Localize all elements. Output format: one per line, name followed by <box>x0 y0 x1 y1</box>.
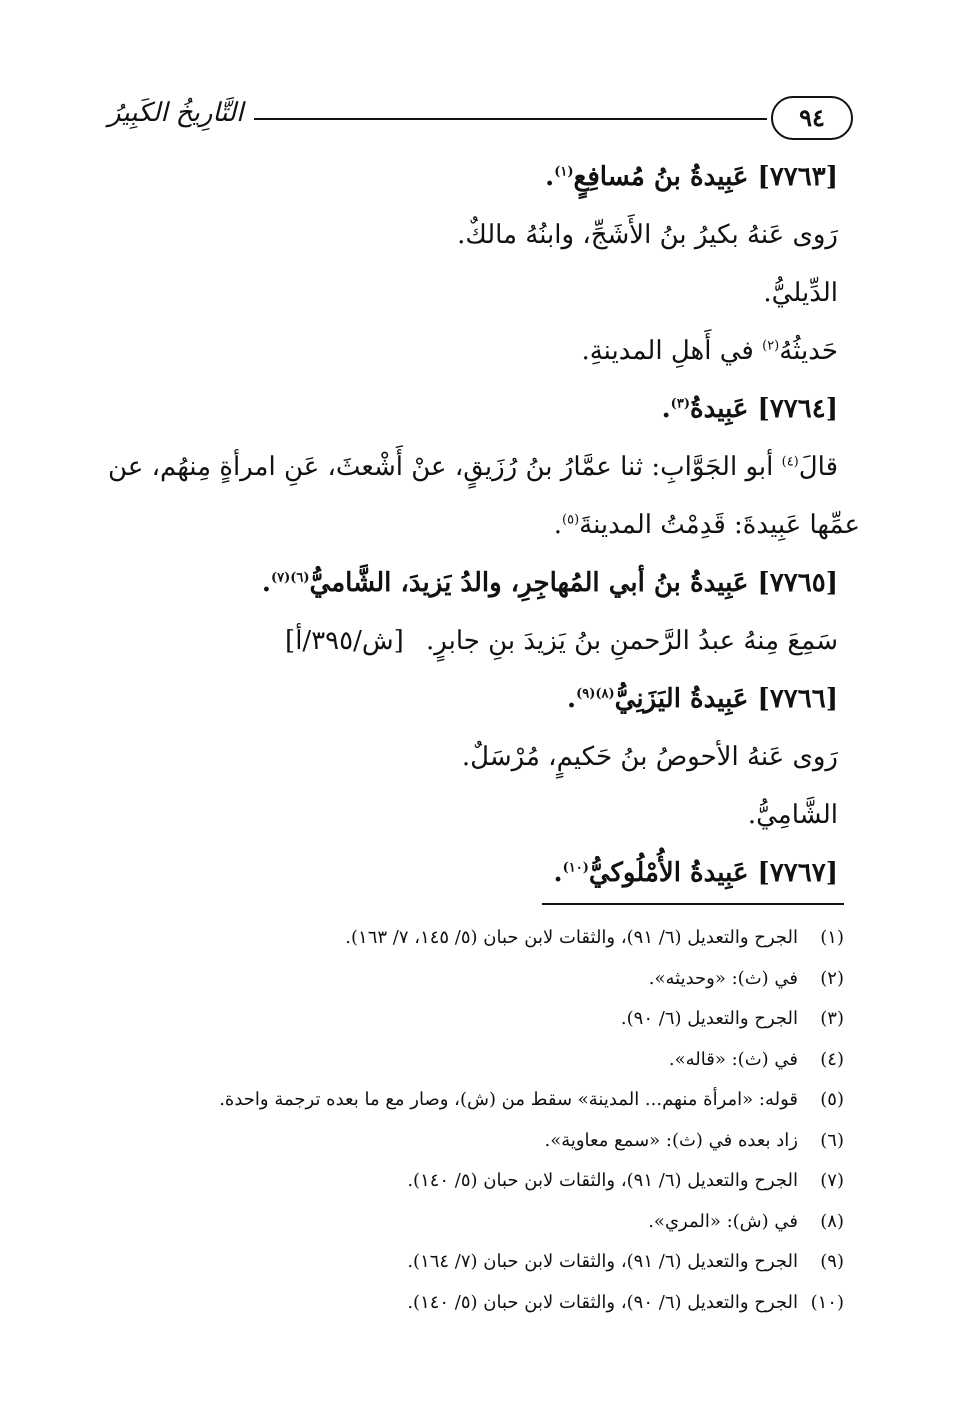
body-text: حَديثُهُ <box>779 336 838 366</box>
body-text: قالَ <box>798 452 838 482</box>
footnote-text: في (ث): «وحديثه». <box>648 967 798 989</box>
body-line: رَوى عَنهُ بكيرُ بنُ الأَشَجِّ، وابنُهُ مالكٌ. <box>457 220 838 250</box>
footnote-number: (١) <box>820 927 844 948</box>
body-line <box>108 322 838 380</box>
footnote-text: قوله: «امرأة منهم... المدينة» سقط من (ش)، وصار مع ما بعده ترجمة واحدة. <box>219 1089 798 1110</box>
body-line: رَوى عَنهُ الأحوصُ بنُ حَكيمٍ، مُرْسَلٌ. <box>461 742 838 772</box>
footnote-text: الجرح والتعديل (٦/ ٩٠). <box>620 1008 798 1029</box>
entry-number: [٧٧٦٤] <box>757 394 838 424</box>
header-rule <box>254 118 767 120</box>
book-title: التَّارِيخُ الكَبِيرُ <box>108 98 244 128</box>
body-line: الشَّامِيُّ. <box>747 800 838 830</box>
footnote-number: (٤) <box>820 1048 844 1070</box>
footnote <box>100 1202 844 1243</box>
page-header <box>108 96 853 140</box>
manuscript-ref: [ش/٣٩٥/أ] <box>285 626 404 656</box>
footnote <box>100 918 844 959</box>
entry-number: [٧٧٦٥] <box>757 568 838 598</box>
footnote <box>100 1040 844 1081</box>
entry-name: عَبِيدةُ اليَزَنِيُّ <box>614 684 749 714</box>
footnote-text: الجرح والتعديل (٦/ ٩١)، والثقات لابن حبان (٧/ ١٦٤). <box>407 1251 798 1272</box>
footnote-number: (٦) <box>820 1129 844 1151</box>
body-line: عمِّها عَبِيدةَ: قَدِمْتُ المدينةَ$^{(٥)}$. <box>553 510 860 540</box>
body-text: أبو الجَوَّابِ: ثنا عمَّارُ بنُ رُزَيقٍ، عنْ أَشْعثَ، عَنِ امرأةٍ مِنهُم، عن <box>108 452 774 482</box>
entry-number: [٧٧٦٦] <box>757 684 838 714</box>
entry-7764: [٧٧٦٤] عَبِيدةُ$^{(٣)}$. <box>661 394 838 424</box>
entry-7765: [٧٧٦٥] عَبِيدةُ بنُ أبي المُهاجِرِ، والدُ يَزيدَ، الشَّاميُّ$^{(٦)(٧)}$. <box>261 568 838 598</box>
entry-7766: [٧٧٦٦] عَبِيدةُ اليَزَنِيُّ$^{(٨)(٩)}$. <box>567 684 838 714</box>
page-number: ٩٤ <box>771 96 853 140</box>
entry-name: عَبِيدةُ الأُمْلُوكيُّ <box>588 858 749 888</box>
footnote <box>100 999 844 1040</box>
entry-name: عَبِيدةُ بنُ مُسافِعٍ <box>573 162 749 192</box>
footnote-ref: (٣) <box>670 396 690 412</box>
footnote-text: الجرح والتعديل (٦/ ٩٠)، والثقات لابن حبان (٥/ ١٤٠). <box>407 1291 798 1313</box>
entry-7767: [٧٧٦٧] عَبِيدةُ الأُمْلُوكيُّ$^{(١٠)}$. <box>553 858 838 888</box>
footnote-number: (٢) <box>820 967 844 989</box>
footnote <box>100 1161 844 1202</box>
footnote-ref: (٥) <box>562 512 580 528</box>
footnote-ref: (٦)(٧) <box>270 570 310 586</box>
footnote-text: زاد بعده في (ث): «سمع معاوية». <box>544 1129 798 1151</box>
footnote-text: الجرح والتعديل (٦/ ٩١)، والثقات لابن حبان (٥/ ١٤٠). <box>407 1170 798 1191</box>
footnote-number: (٣) <box>820 1008 844 1029</box>
body-line: الدِّيليُّ. <box>763 278 838 308</box>
footnote <box>100 1242 844 1283</box>
footnote-ref: (٨)(٩) <box>576 686 615 702</box>
footnote <box>100 1283 844 1324</box>
body-line <box>108 438 838 496</box>
footnote-separator <box>542 903 844 905</box>
footnote-ref: (١) <box>554 164 574 180</box>
body-text: عمِّها عَبِيدةَ: قَدِمْتُ المدينةَ <box>579 510 860 540</box>
footnote-ref: (٤) <box>781 454 799 470</box>
footnote <box>100 1080 844 1121</box>
footnote <box>100 1121 844 1162</box>
footnote <box>100 959 844 1000</box>
body-text: في أَهلِ المدينةِ. <box>581 336 754 366</box>
footnote-number: (٨) <box>820 1210 844 1232</box>
entry-number: [٧٧٦٧] <box>757 858 838 888</box>
entry-number: [٧٧٦٣] <box>757 162 838 192</box>
footnote-number: (١٠) <box>810 1291 844 1313</box>
footnote-text: في (ث): «قاله». <box>668 1048 798 1070</box>
footnote-text: في (ش): «المري». <box>648 1210 798 1232</box>
entry-7763: [٧٧٦٣] عَبِيدةُ بنُ مُسافِعٍ$^{(١)}$. <box>545 162 838 192</box>
footnote-text: الجرح والتعديل (٦/ ٩١)، والثقات لابن حبان (٥/ ١٤٥، ٧/ ١٦٣). <box>345 927 798 948</box>
footnote-number: (٩) <box>820 1251 844 1272</box>
body-text: سَمِعَ مِنهُ عبدُ الرَّحمنِ بنُ يَزيدَ بنِ جابرٍ. <box>426 626 838 656</box>
footnote-number: (٧) <box>820 1170 844 1191</box>
entry-name: عَبِيدةُ بنُ أبي المُهاجِرِ، والدُ يَزيدَ، الشَّاميُّ <box>309 568 749 598</box>
body-line <box>108 612 838 670</box>
footnote-ref: (١٠) <box>562 860 589 876</box>
page-body <box>108 148 860 902</box>
entry-name: عَبِيدةُ <box>689 394 749 424</box>
footnote-number: (٥) <box>820 1089 844 1110</box>
footnote-ref: (٢) <box>762 338 780 354</box>
footnotes <box>100 918 844 1323</box>
